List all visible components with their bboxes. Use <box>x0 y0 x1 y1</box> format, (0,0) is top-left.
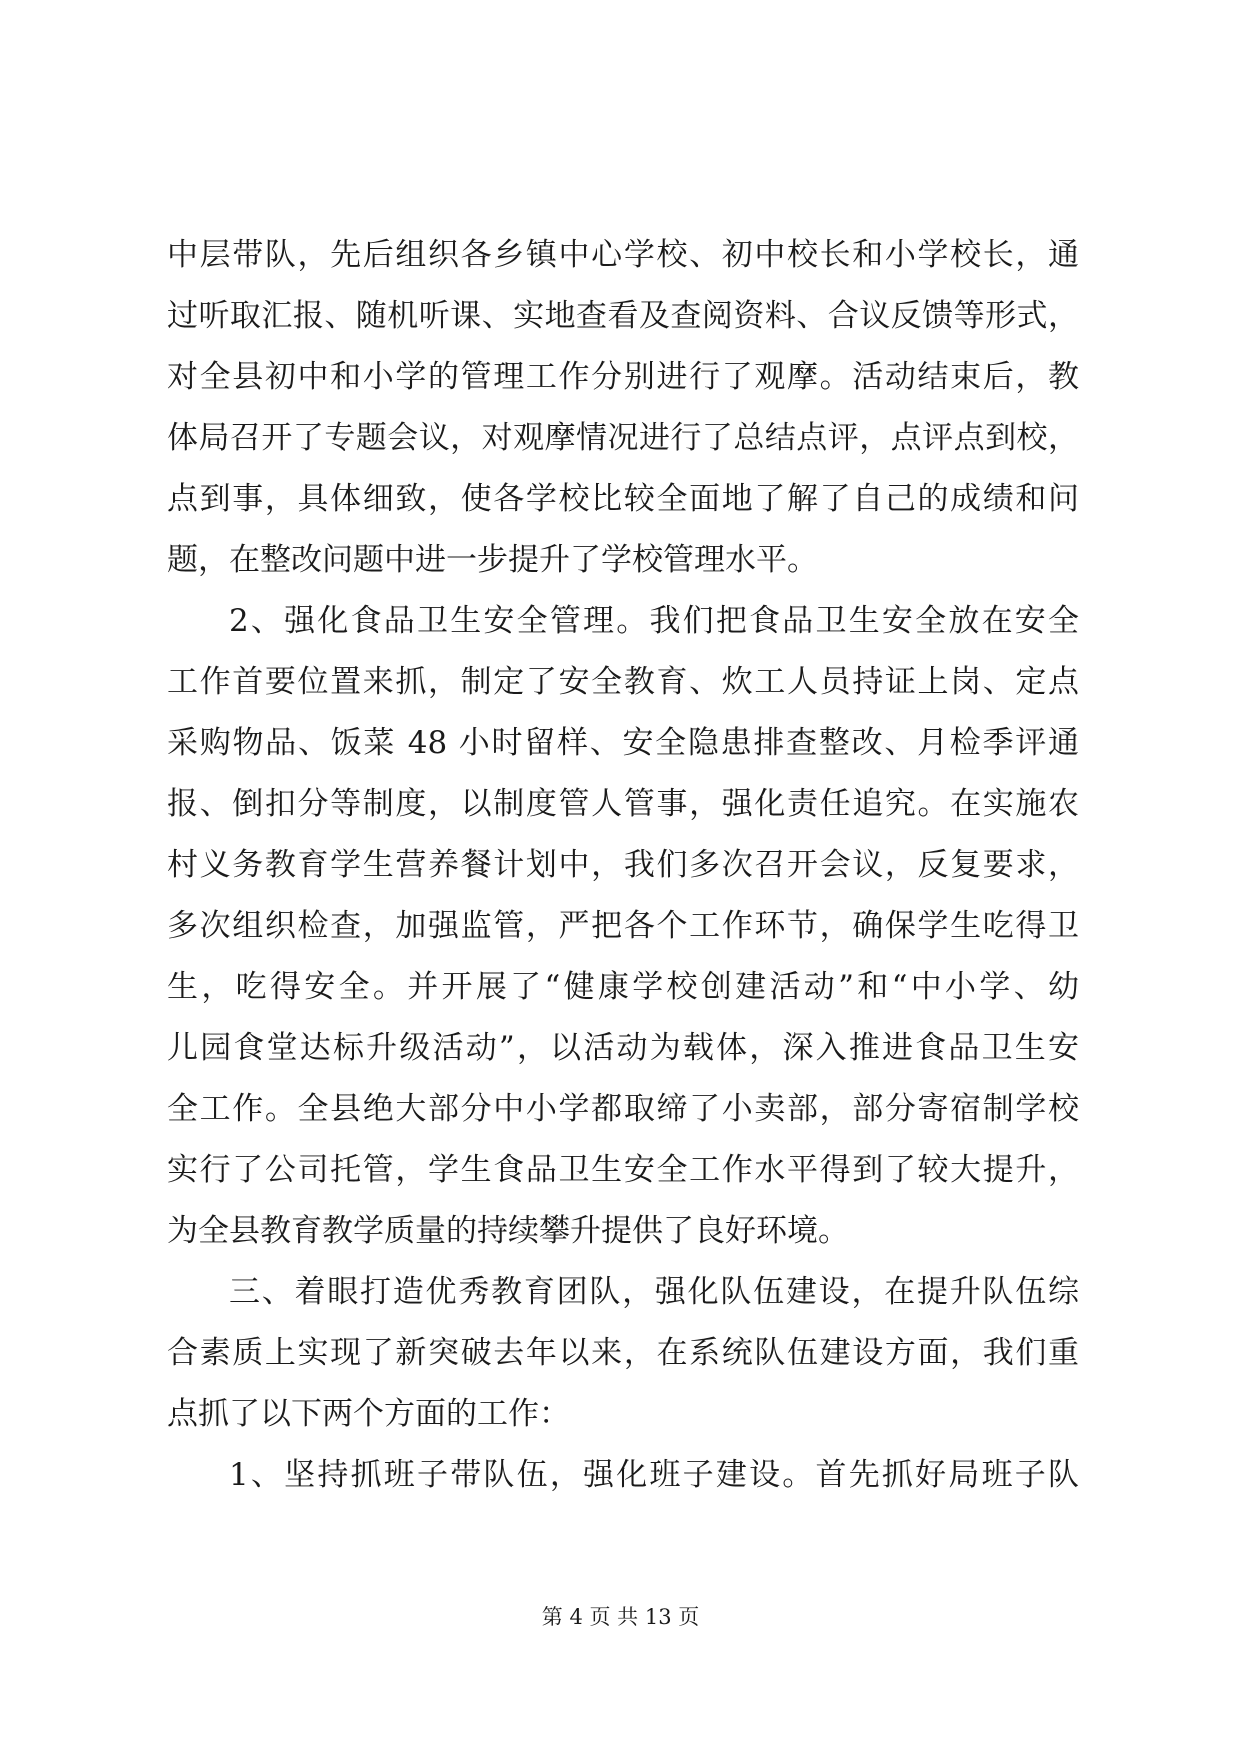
text-line: 生，吃得安全。并开展了“健康学校创建活动”和“中小学、幼 <box>167 969 1079 1005</box>
text-line: 工作首要位置来抓，制定了安全教育、炊工人员持证上岗、定点 <box>167 664 1079 700</box>
text-line: 1、坚持抓班子带队伍，强化班子建设。首先抓好局班子队 <box>229 1457 1079 1493</box>
text-line: 体局召开了专题会议，对观摩情况进行了总结点评，点评点到校， <box>167 420 1079 456</box>
text-line: 采购物品、饭菜 48 小时留样、安全隐患排查整改、月检季评通 <box>167 725 1079 761</box>
text-line: 过听取汇报、随机听课、实地查看及查阅资料、合议反馈等形式， <box>167 298 1079 334</box>
text-line: 合素质上实现了新突破去年以来，在系统队伍建设方面，我们重 <box>167 1335 1079 1371</box>
text-line: 儿园食堂达标升级活动”，以活动为载体，深入推进食品卫生安 <box>167 1030 1079 1066</box>
text-line: 2、强化食品卫生安全管理。我们把食品卫生安全放在安全 <box>229 603 1079 639</box>
text-line: 对全县初中和小学的管理工作分别进行了观摩。活动结束后，教 <box>167 359 1079 395</box>
text-line: 多次组织检查，加强监管，严把各个工作环节，确保学生吃得卫 <box>167 908 1079 944</box>
text-line: 题，在整改问题中进一步提升了学校管理水平。 <box>167 542 818 578</box>
text-line: 为全县教育教学质量的持续攀升提供了良好环境。 <box>167 1213 849 1249</box>
text-line: 点抓了以下两个方面的工作： <box>167 1396 570 1432</box>
page-footer: 第 4 页 共 13 页 <box>541 1605 700 1629</box>
text-line: 中层带队，先后组织各乡镇中心学校、初中校长和小学校长，通 <box>167 237 1079 273</box>
text-line: 全工作。全县绝大部分中小学都取缔了小卖部，部分寄宿制学校 <box>167 1091 1079 1127</box>
text-line: 实行了公司托管，学生食品卫生安全工作水平得到了较大提升， <box>167 1152 1079 1188</box>
text-line: 点到事，具体细致，使各学校比较全面地了解了自己的成绩和问 <box>167 481 1079 517</box>
text-line: 报、倒扣分等制度，以制度管人管事，强化责任追究。在实施农 <box>167 786 1079 822</box>
text-line: 村义务教育学生营养餐计划中，我们多次召开会议，反复要求， <box>167 847 1079 883</box>
text-line: 三、着眼打造优秀教育团队，强化队伍建设，在提升队伍综 <box>229 1274 1079 1310</box>
body-text <box>167 225 1079 1506</box>
